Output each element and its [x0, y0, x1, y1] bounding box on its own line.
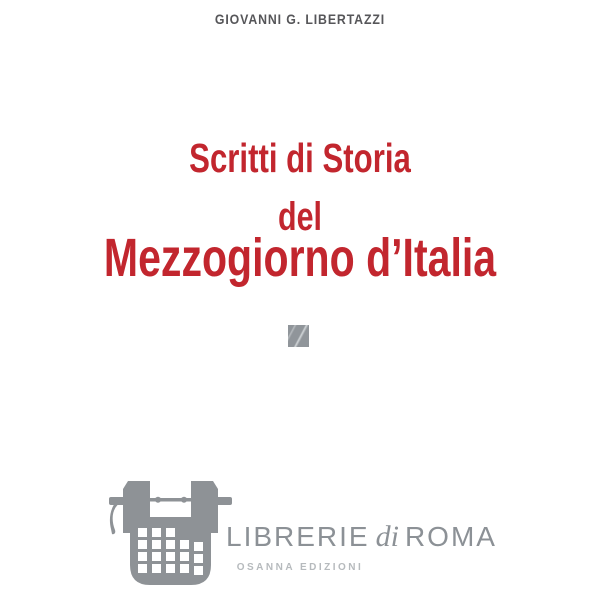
wordmark-roma: ROMA	[404, 521, 497, 552]
publisher-wordmark	[226, 522, 497, 552]
publisher-imprint: OSANNA EDIZIONI	[236, 562, 364, 573]
title-line-2: del	[278, 195, 322, 239]
title-line-3: Mezzogiorno d’Italia	[103, 228, 497, 288]
wordmark-librerie: LIBRERIE	[226, 521, 370, 552]
gray-square-ornament	[288, 325, 309, 347]
author-name: GIOVANNI G. LIBERTAZZI	[214, 11, 386, 27]
title-line-1: Scritti di Storia	[189, 135, 411, 181]
wordmark-di: di	[375, 520, 399, 553]
